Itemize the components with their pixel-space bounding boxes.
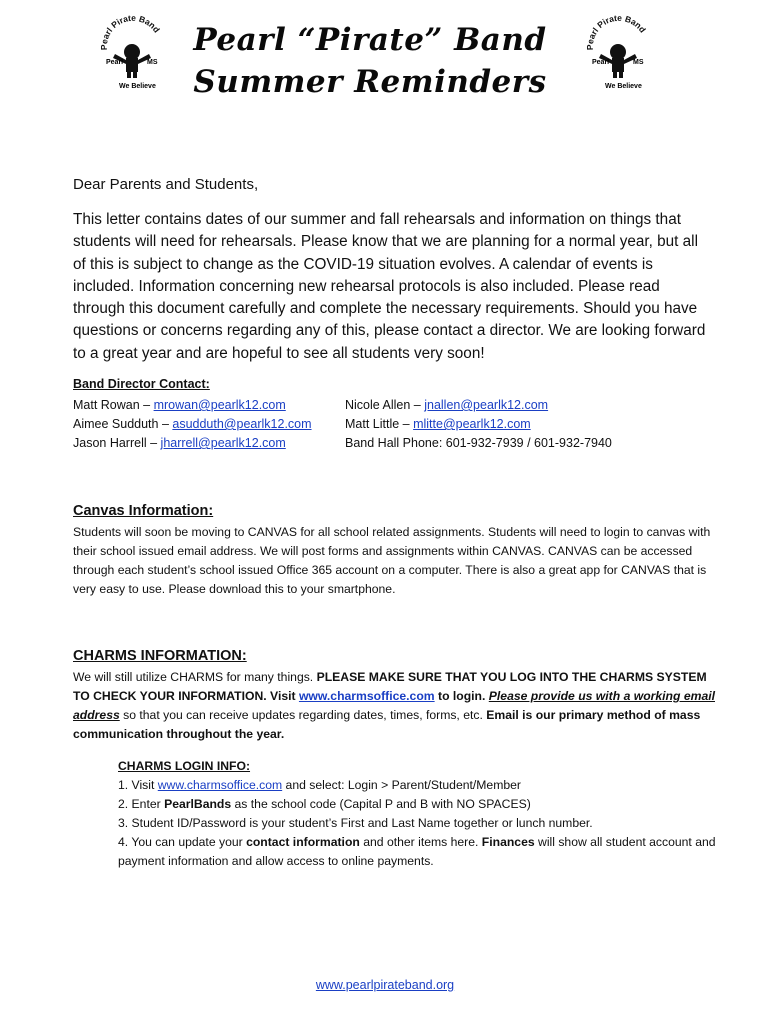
charms-body: We will still utilize CHARMS for many things. PLEASE MAKE SURE THAT YOU LOG INTO THE CHARMS SYSTEM TO CHECK YOUR INFORMATION. Visit www.charmsoffice.com to login. Please provide us with a working email address so that you can receive updates regarding dates, times, forms, etc. Email is our primary method of mass communication throughout the year. <box>73 670 715 741</box>
website-link[interactable]: www.pearlpirateband.org <box>315 978 455 992</box>
contact-list-right <box>345 396 612 453</box>
charms-login-heading: CHARMS LOGIN INFO: <box>118 759 251 773</box>
email-link[interactable]: mlitte@pearlk12.com <box>413 417 531 431</box>
email-link[interactable]: mrowan@pearlk12.com <box>153 398 286 412</box>
charms-link[interactable]: www.charmsoffice.com <box>157 778 283 792</box>
svg-text:Pearl Pirate Band: Pearl Pirate Band <box>98 14 162 51</box>
canvas-heading: Canvas Information: <box>73 503 214 519</box>
contact-row: Matt Rowan – mrowan@pearlk12.com <box>73 398 286 412</box>
title-line-1: Pearl “Pirate” Band <box>193 22 547 58</box>
charms-step-2: 2. Enter PearlBands as the school code (Capital P and B with NO SPACES) <box>118 797 531 811</box>
svg-text:We Believe: We Believe <box>119 83 156 90</box>
svg-text:We Believe: We Believe <box>605 83 642 90</box>
charms-link[interactable]: www.charmsoffice.com <box>298 689 435 703</box>
svg-text:MS: MS <box>633 59 644 66</box>
band-hall-phone: Band Hall Phone: 601-932-7939 / 601-932-7940 <box>345 436 612 450</box>
charms-heading: CHARMS INFORMATION: <box>73 648 247 664</box>
pirate-band-logo-left <box>97 14 167 90</box>
charms-step-4: 4. You can update your contact information and other items here. Finances will show all student account and payment information and allow access to online payments. <box>118 835 716 868</box>
salutation: Dear Parents and Students, <box>73 176 259 193</box>
charms-step-3: 3. Student ID/Password is your student’s First and Last Name together or lunch number. <box>118 816 593 830</box>
contact-heading: Band Director Contact: <box>73 377 210 391</box>
canvas-body: Students will soon be moving to CANVAS for all school related assignments. Students will need to login to canvas with their school issued email address. We will post forms and assignments within CANVAS. CANVAS can be accessed through each student’s school issued Office 365 account on a computer. There is also a great app for CANVAS that is very easy to use. Please download this to your smartphone. <box>73 525 711 596</box>
footer <box>0 978 770 992</box>
svg-text:Pearl Pirate Band: Pearl Pirate Band <box>584 14 648 51</box>
svg-text:Pearl: Pearl <box>106 59 124 66</box>
contact-row: Jason Harrell – jharrell@pearlk12.com <box>73 436 286 450</box>
email-link[interactable]: jharrell@pearlk12.com <box>160 436 286 450</box>
email-link[interactable]: jnallen@pearlk12.com <box>424 398 549 412</box>
charms-step-1: 1. Visit www.charmsoffice.com and select: Login > Parent/Student/Member <box>118 778 521 792</box>
contact-list-left <box>73 396 312 453</box>
contact-row: Aimee Sudduth – asudduth@pearlk12.com <box>73 417 312 431</box>
email-link[interactable]: asudduth@pearlk12.com <box>172 417 312 431</box>
svg-text:Pearl: Pearl <box>592 59 610 66</box>
contact-row: Matt Little – mlitte@pearlk12.com <box>345 417 531 431</box>
intro-paragraph: This letter contains dates of our summer and fall rehearsals and information on things that students will need for rehearsals. Please know that we are planning for a normal year, but all of this is subject to change as the COVID-19 situation evolves. A calendar of events is included. Information concerning new rehearsal protocols is also included. Please read through this document carefully and complete the necessary requirements. Should you have questions or concerns regarding any of this, please contact a director. We are looking forward to a great year and are hopeful to see all students very soon! <box>73 211 706 362</box>
svg-text:MS: MS <box>147 59 158 66</box>
pirate-band-logo-right <box>583 14 653 90</box>
contact-row: Nicole Allen – jnallen@pearlk12.com <box>345 398 549 412</box>
title-line-2: Summer Reminders <box>193 64 547 100</box>
